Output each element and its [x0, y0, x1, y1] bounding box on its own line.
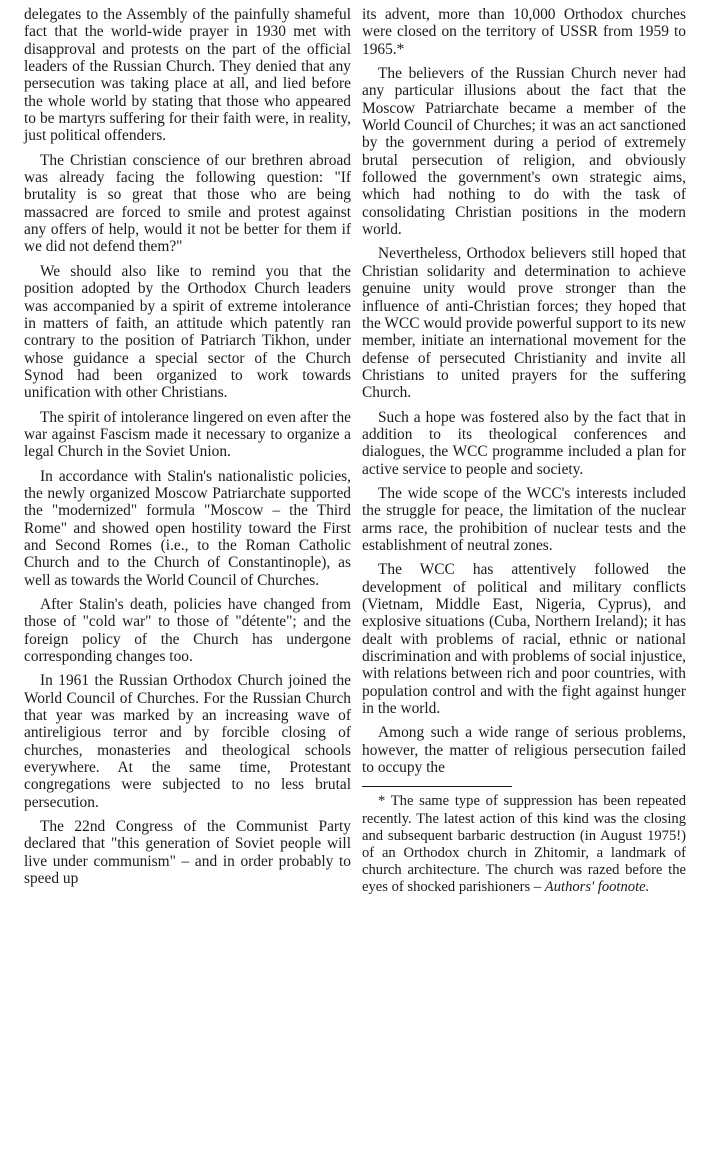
- paragraph: The Christian conscience of our brethren abroad was already facing the following question: "If brutality is so great that those who are being massacred are forced to smile and protest against any offers of help, would it not be better for them if we did not defend them?": [24, 151, 351, 256]
- paragraph: its advent, more than 10,000 Orthodox churches were closed on the territory of USSR from 1959 to 1965.*: [362, 6, 686, 58]
- paragraph: Among such a wide range of serious problems, however, the matter of religious persecution failed to occupy the: [362, 724, 686, 777]
- footnote-attribution: Authors' footnote.: [544, 879, 650, 896]
- footnote-divider: [362, 786, 512, 787]
- paragraph: After Stalin's death, policies have changed from those of "cold war" to those of "détente"; and the foreign policy of the Church has undergone corresponding changes too.: [24, 596, 351, 666]
- paragraph: delegates to the Assembly of the painfully shameful fact that the world-wide prayer in 1930 met with disapproval and protests on the part of the official leaders of the Russian Church. They denied that any persecution was taking place at all, and lied before the whole world by stating that those who appeared to be martyrs suffering for their faith were, in reality, just political offenders.: [24, 6, 351, 145]
- paragraph: The WCC has attentively followed the development of political and military conflicts (Vietnam, Middle East, Nigeria, Cyprus), and explosive situations (Cuba, Northern Ireland); it has dealt with problems of racial, ethnic or national discrimination and with problems of social injustice, with relations between rich and poor countries, with population control and with the fight against hunger in the world.: [362, 561, 686, 718]
- paragraph: Such a hope was fostered also by the fact that in addition to its theological conferences and dialogues, the WCC programme included a plan for active service to people and society.: [362, 408, 686, 478]
- paragraph: Nevertheless, Orthodox believers still hoped that Christian solidarity and determination to achieve genuine unity would prove stronger than the influence of anti-Christian forces; they hoped that the WCC would provide powerful support to its new member, initiate an international movement for the defense of persecuted Christianity and invite all Christians to united prayers for the suffering Church.: [362, 245, 686, 402]
- footnote-text: * The same type of suppression has been repeated recently. The latest action of this kind was the closing and subsequent barbaric destruction (in August 1975!) of an Orthodox church in Zhitomir, a landmark of church architecture. The church was razed before the eyes of shocked parishioners –: [362, 793, 686, 896]
- paragraph: We should also like to remind you that the position adopted by the Orthodox Church leaders was accompanied by a spirit of extreme intolerance in matters of faith, an attitude which patently ran contrary to the position of Patriarch Tikhon, under whose guidance a special sector of the Church Synod had been organized to work towards unification with other Christians.: [24, 262, 351, 402]
- right-column: [362, 6, 686, 904]
- footnote: [362, 793, 686, 896]
- paragraph: The wide scope of the WCC's interests included the struggle for peace, the limitation of the nuclear arms race, the prohibition of nuclear tests and the establishment of neutral zones.: [362, 484, 686, 554]
- left-column: [24, 6, 351, 895]
- paragraph: In accordance with Stalin's nationalistic policies, the newly organized Moscow Patriarchate supported the "modernized" formula "Moscow – the Third Rome" and showed open hostility toward the First and Second Romes (i.e., to the Roman Catholic Church and to the Church of Constantinople), as well as towards the World Council of Churches.: [24, 467, 351, 589]
- paragraph: The believers of the Russian Church never had any particular illusions about the fact that the Moscow Patriarchate became a member of the World Council of Churches; it was an act sanctioned by the government during a period of extremely brutal persecution of religion, and obviously followed the government's own strategic aims, which had nothing to do with the task of consolidating Christian positions in the modern world.: [362, 65, 686, 239]
- paragraph: In 1961 the Russian Orthodox Church joined the World Council of Churches. For the Russian Church that year was marked by an increasing wave of antireligious terror and by forcible closing of churches, monasteries and theological schools everywhere. At the same time, Protestant congregations were subjected to no less brutal persecution.: [24, 672, 351, 811]
- paragraph: The 22nd Congress of the Communist Party declared that "this generation of Soviet people will live under communism" – and in order probably to speed up: [24, 818, 351, 888]
- paragraph: The spirit of intolerance lingered on even after the war against Fascism made it necessary to organize a legal Church in the Soviet Union.: [24, 408, 351, 461]
